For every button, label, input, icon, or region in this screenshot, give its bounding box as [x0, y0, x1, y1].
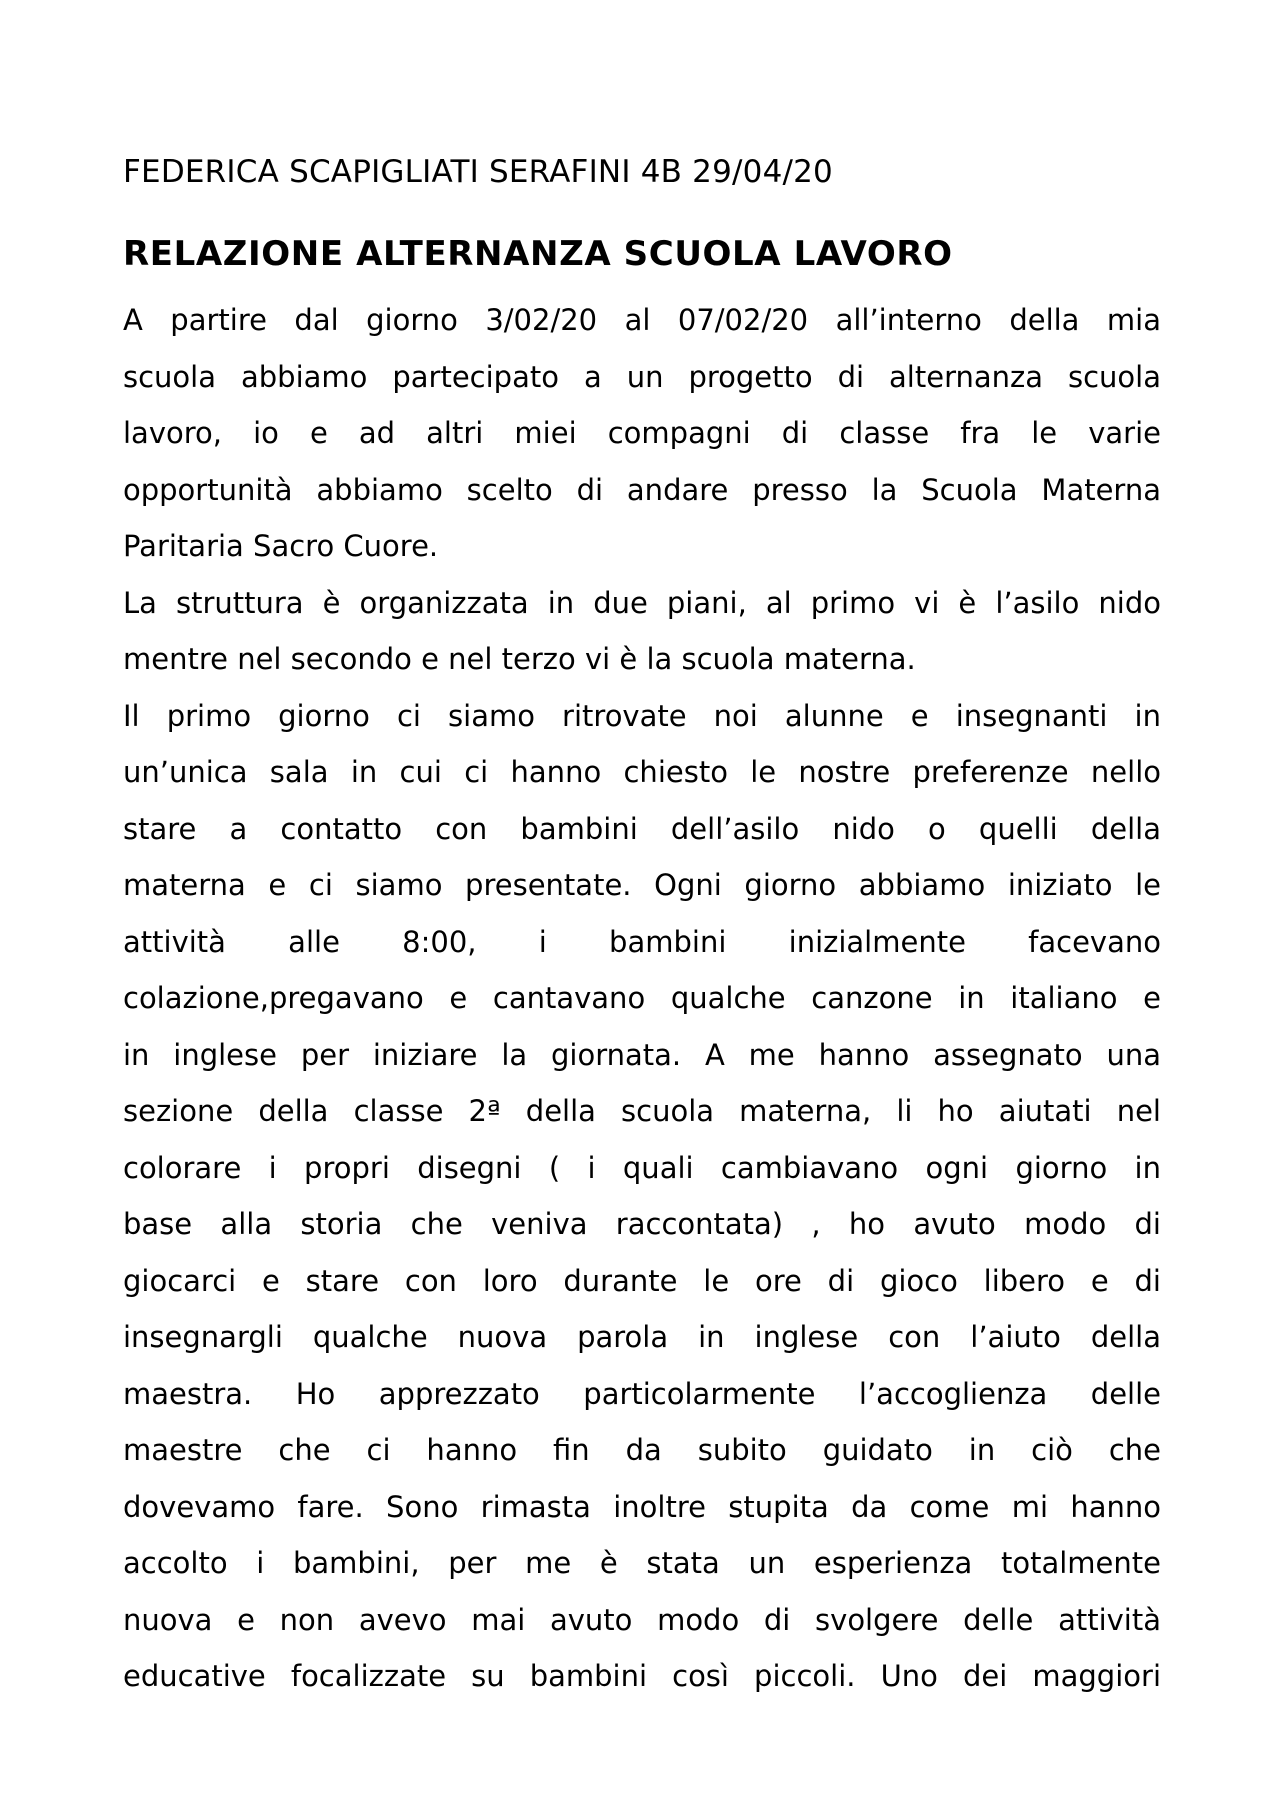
text-line: scuola abbiamo partecipato a un progetto di alternanza scuola [123, 359, 1161, 394]
text-line: insegnargli qualche nuova parola in inglese con l’aiuto della [123, 1320, 1161, 1354]
text-line: sezione della classe 2ª della scuola materna, li ho aiutati nel [123, 1094, 1161, 1128]
text-line: nuova e non avevo mai avuto modo di svolgere delle attività [123, 1602, 1161, 1637]
document-header: FEDERICA SCAPIGLIATI SERAFINI 4B 29/04/20 [123, 154, 833, 190]
document-body [123, 292, 1161, 1705]
text-line: attività alle 8:00, i bambini inizialmente facevano [123, 924, 1161, 959]
text-line: maestre che ci hanno fin da subito guidato in ciò che [123, 1433, 1161, 1467]
text-line: Il primo giorno ci siamo ritrovate noi alunne e insegnanti in [123, 698, 1161, 733]
text-line: opportunità abbiamo scelto di andare presso la Scuola Materna [123, 472, 1161, 507]
text-line: mentre nel secondo e nel terzo vi è la scuola materna. [123, 642, 916, 676]
text-line: Paritaria Sacro Cuore. [123, 529, 439, 563]
text-line: A partire dal giorno 3/02/20 al 07/02/20 all’interno della mia [123, 303, 1161, 337]
text-line: La struttura è organizzata in due piani, al primo vi è l’asilo nido [123, 585, 1161, 620]
text-line: stare a contatto con bambini dell’asilo nido o quelli della [123, 811, 1161, 846]
text-line: lavoro, io e ad altri miei compagni di classe fra le varie [123, 416, 1161, 450]
text-line: educative focalizzate su bambini così piccoli. Uno dei maggiori [123, 1659, 1161, 1693]
text-line: maestra. Ho apprezzato particolarmente l’accoglienza delle [123, 1376, 1161, 1411]
text-line: base alla storia che veniva raccontata) , ho avuto modo di [123, 1207, 1161, 1241]
text-line: colorare i propri disegni ( i quali cambiavano ogni giorno in [123, 1150, 1161, 1185]
text-line: giocarci e stare con loro durante le ore di gioco libero e di [123, 1263, 1161, 1298]
document-title: RELAZIONE ALTERNANZA SCUOLA LAVORO [123, 234, 953, 274]
text-line: un’unica sala in cui ci hanno chiesto le nostre preferenze nello [123, 755, 1161, 789]
text-line: accolto i bambini, per me è stata un esperienza totalmente [123, 1546, 1161, 1580]
text-line: colazione,pregavano e cantavano qualche canzone in italiano e [123, 981, 1161, 1015]
text-line: dovevamo fare. Sono rimasta inoltre stupita da come mi hanno [123, 1489, 1161, 1524]
text-line: materna e ci siamo presentate. Ogni giorno abbiamo iniziato le [123, 868, 1161, 902]
text-line: in inglese per iniziare la giornata. A me hanno assegnato una [123, 1037, 1161, 1072]
